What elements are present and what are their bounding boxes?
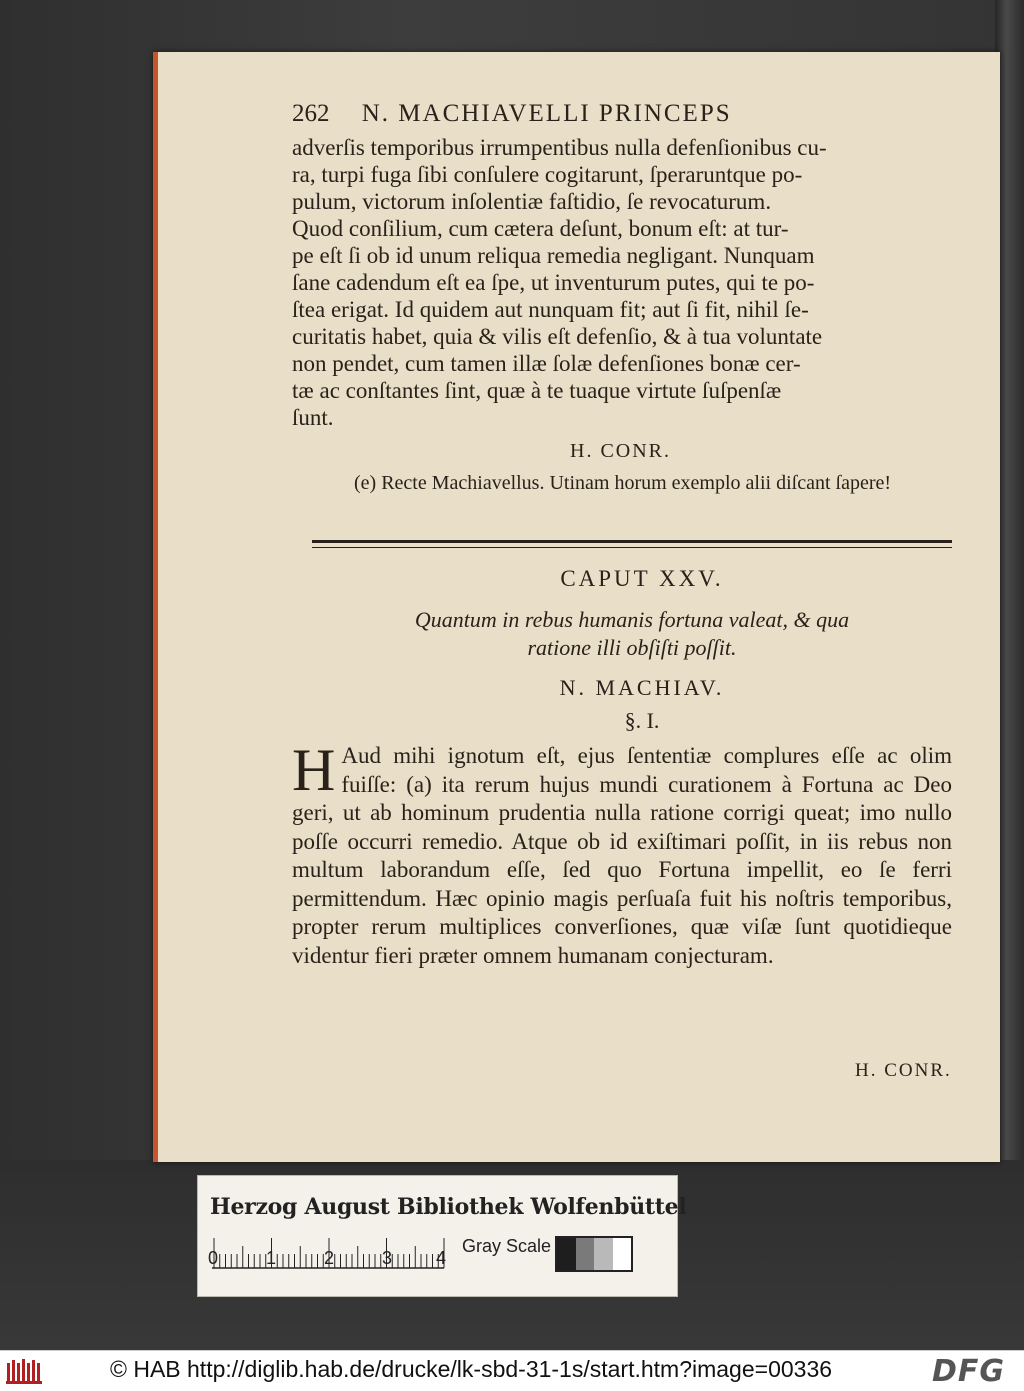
copyright-url[interactable]: © HAB http://diglib.hab.de/drucke/lk-sbd-31-1s/start.htm?image=00336 [110,1356,833,1382]
author-heading: N. MACHIAV. [559,675,725,700]
text-line: Quod conſilium, cum cætera deſunt, bonum eſt: at tur- [292,216,789,241]
color-reference-card [197,1175,687,1297]
footer-bar [0,1350,1024,1391]
chapter-subtitle [292,606,972,662]
ruler-number: 1 [266,1248,277,1268]
running-title: N. MACHIAVELLI PRINCEPS [361,100,732,127]
text-line: ſtea erigat. Id quidem aut nunquam fit; aut ſi fit, nihil ſe- [292,297,809,322]
chapter-heading: CAPUT XXV. [560,566,724,591]
text-line: adverſis temporibus irrumpentibus nulla defenſionibus cu- [292,135,827,160]
subtitle-line: Quantum in rebus humanis fortuna valeat, & qua [414,607,850,632]
text-line: ra, turpi fuga ſibi conſulere cogitarunt, ſperaruntque po- [292,162,803,187]
text-line: tæ ac conſtantes ſint, quæ à te tuaque virtute ſuſpenſæ [292,378,782,403]
signature-conr-2: H. CONR. [855,1060,952,1081]
ruler-number: 3 [382,1248,393,1268]
section-number: §. I. [624,708,660,733]
subtitle-line: ratione illi obſiſti poſſit. [527,635,737,660]
drop-cap: H [292,737,336,803]
text-line: curitatis habet, quia & vilis eſt defenſio, & à tua voluntate [292,324,823,349]
page-number: 262 [292,100,330,127]
library-name: Herzog August Bibliothek Wolfenbüttel [210,1194,687,1220]
hab-logo-icon [6,1357,46,1385]
text-line: pulum, victorum inſolentiæ faſtidio, ſe revocaturum. [292,189,772,214]
ruler-number: 0 [208,1248,219,1268]
ruler-number: 4 [436,1248,447,1268]
body-text-top [292,134,952,431]
ruler-numbers [198,1248,458,1278]
body-text-chapter [292,737,952,970]
text-line: ſane cadendum eſt ea ſpe, ut inventurum putes, qui te po- [292,270,815,295]
signature-conr-1: H. CONR. [570,440,672,462]
running-header [292,100,952,134]
gray-scale-label: Gray Scale [462,1236,552,1256]
footnote-e: (e) Recte Machiavellus. Utinam horum exemplo alii diſcant ſapere! [354,472,892,494]
dfg-logo: DFG [932,1354,1006,1389]
text-line: non pendet, cum tamen illæ ſolæ defenſiones bonæ cer- [292,351,801,376]
gray-scale-swatch [555,1236,633,1272]
text-line: pe eſt ſi ob id unum reliqua remedia negligant. Nunquam [292,243,815,268]
ruler-number: 2 [324,1248,335,1268]
chapter-paragraph: Aud mihi ignotum eſt, ejus ſententiæ complures eſſe ac olim fuiſſe: (a) ita rerum hujus mundi curationem à Fortuna ac Deo geri, ut ab hominum prudentia nulla ratione corrigi queat; imo nullo poſſe occurri remedio. Atque ob id exiſtimari poſſit, in iis rebus non multum laborandum eſſe, ſed quo Fortuna impellit, eo ſe ferri permittendum. Hæc opinio magis perſuaſa fuit his noſtris temporibus, propter rerum multiplices converſiones, quæ viſæ ſunt quotidieque videntur fieri præter omnem humanam conjecturam. [292,743,952,968]
text-line: ſunt. [292,405,334,430]
section-divider [312,540,952,548]
